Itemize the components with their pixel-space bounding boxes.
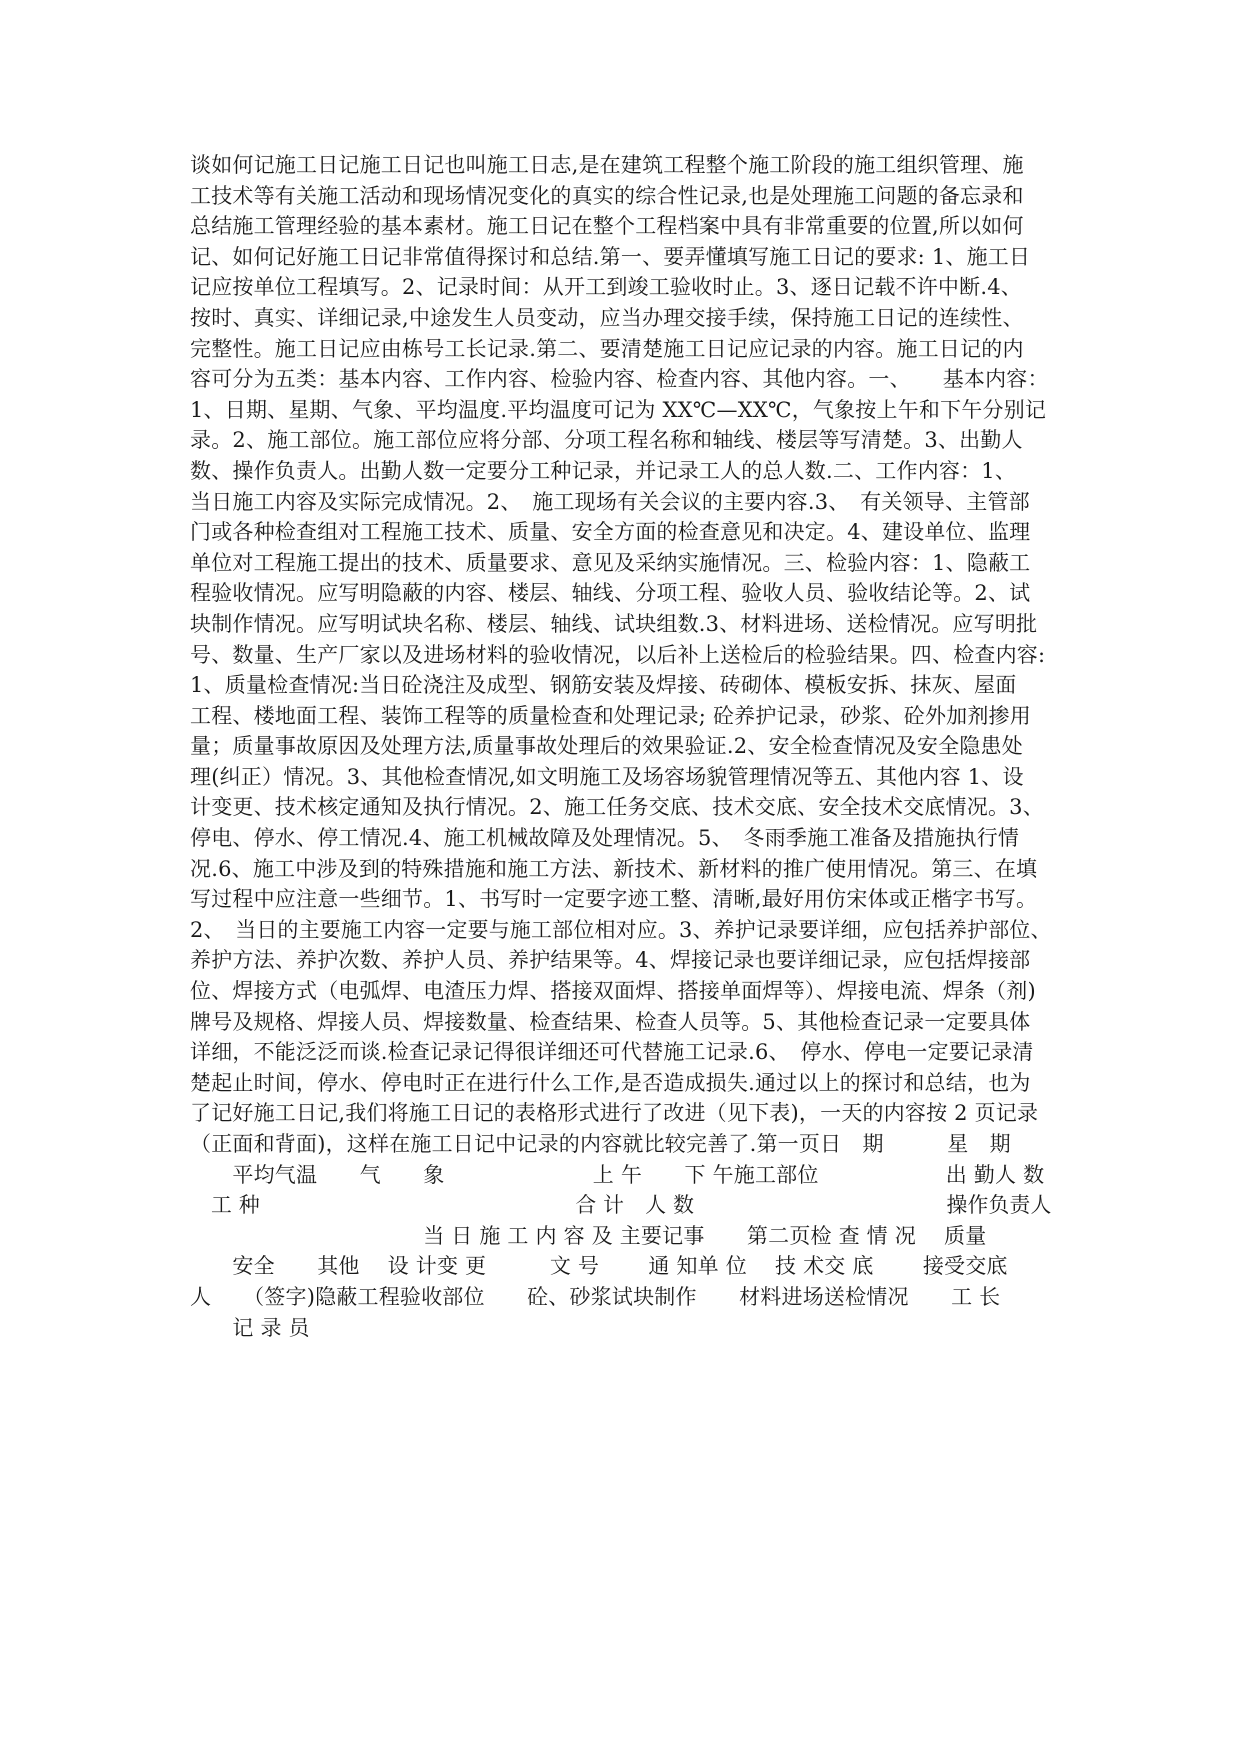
text-line: 停电、停水、停工情况.4、施工机械故障及处理情况。5、 冬雨季施工准备及措施执行情 [190, 826, 1020, 851]
text-line: 况.6、施工中涉及到的特殊措施和施工方法、新技术、新材料的推广使用情况。第三、在填 [190, 856, 1038, 881]
text-line: 位、焊接方式（电弧焊、电渣压力焊、搭接双面焊、搭接单面焊等）、焊接电流、焊条（剂) [190, 979, 1036, 1004]
text-line: 工技术等有关施工活动和现场情况变化的真实的综合性记录,也是处理施工问题的备忘录和 [190, 183, 1024, 208]
text-line: 楚起止时间，停水、停电时正在进行什么工作,是否造成损失.通过以上的探讨和总结，也为 [190, 1070, 1031, 1095]
text-line: 写过程中应注意一些细节。1、书写时一定要字迹工整、清晰,最好用仿宋体或正楷字书写。 [190, 887, 1038, 912]
text-line: 量；质量事故原因及处理方法,质量事故处理后的效果验证.2、安全检查情况及安全隐患处 [190, 734, 1023, 759]
text-line: 工 种 合 计 人 数 操作负责人 [190, 1193, 1052, 1218]
text-line: 了记好施工日记,我们将施工日记的表格形式进行了改进（见下表)，一天的内容按 2 页记录 [190, 1101, 1039, 1126]
text-line: 1、日期、星期、气象、平均温度.平均温度可记为 XX℃—XX℃，气象按上午和下午分别记 [190, 397, 1047, 422]
text-line: 安全 其他 设 计变 更 文 号 通 知单 位 技 术交 底 接受交底 [190, 1254, 1008, 1279]
text-line: 记 录 员 [190, 1315, 310, 1340]
text-line: 牌号及规格、焊接人员、焊接数量、检查结果、检查人员等。5、其他检查记录一定要具体 [190, 1009, 1031, 1034]
text-line: 单位对工程施工提出的技术、质量要求、意见及采纳实施情况。三、检验内容：1、隐蔽工 [190, 550, 1031, 575]
text-line: 当日施工内容及实际完成情况。2、 施工现场有关会议的主要内容.3、 有关领导、主管部 [190, 489, 1030, 514]
document-body-text [190, 150, 1052, 1343]
text-line: 计变更、技术核定通知及执行情况。2、施工任务交底、技术交底、安全技术交底情况。3、 [190, 795, 1044, 820]
text-line: 容可分为五类：基本内容、工作内容、检验内容、检查内容、其他内容。一、 基本内容： [190, 367, 1049, 392]
text-line: 详细，不能泛泛而谈.检查记录记得很详细还可代替施工记录.6、 停水、停电一定要记录清 [190, 1040, 1034, 1065]
text-line: 数、操作负责人。出勤人数一定要分工种记录，并记录工人的总人数.二、工作内容：1、 [190, 458, 1017, 483]
text-line: 号、数量、生产厂家以及进场材料的验收情况，以后补上送检后的检验结果。四、检查内容: [190, 642, 1046, 667]
text-line: 养护方法、养护次数、养护人员、养护结果等。4、焊接记录也要详细记录，应包括焊接部 [190, 948, 1031, 973]
text-line: 2、 当日的主要施工内容一定要与施工部位相对应。3、养护记录要详细，应包括养护部位、 [190, 917, 1052, 942]
text-line: 记、如何记好施工日记非常值得探讨和总结.第一、要弄懂填写施工日记的要求: 1、施工日 [190, 244, 1031, 269]
text-line: 程验收情况。应写明隐蔽的内容、楼层、轴线、分项工程、验收人员、验收结论等。2、试 [190, 581, 1031, 606]
text-line: 按时、真实、详细记录,中途发生人员变动，应当办理交接手续，保持施工日记的连续性、 [190, 305, 1024, 330]
text-line: 理(纠正）情况。3、其他检查情况,如文明施工及场容场貌管理情况等五、其他内容 1、设 [190, 764, 1024, 789]
text-line: 当 日 施 工 内 容 及 主要记事 第二页检 查 情 况 质量 [190, 1223, 987, 1248]
text-line: 平均气温 气 象 上 午 下 午施工部位 出 勤人 数 [190, 1162, 1045, 1187]
text-line: 记应按单位工程填写。2、记录时间：从开工到竣工验收时止。3、逐日记载不许中断.4、 [190, 275, 1022, 300]
text-line: （正面和背面)，这样在施工日记中记录的内容就比较完善了.第一页日 期 星 期 [190, 1132, 1011, 1156]
text-line: 1、质量检查情况:当日砼浇注及成型、钢筋安装及焊接、砖砌体、模板安拆、抹灰、屋面 [190, 673, 1017, 698]
text-line: 人 （签字)隐蔽工程验收部位 砼、砂浆试块制作 材料进场送检情况 工 长 [190, 1284, 1001, 1309]
text-line: 录。2、施工部位。施工部位应将分部、分项工程名称和轴线、楼层等写清楚。3、出勤人 [190, 428, 1023, 453]
text-line: 门或各种检查组对工程施工技术、质量、安全方面的检查意见和决定。4、建设单位、监理 [190, 520, 1031, 545]
text-line: 完整性。施工日记应由栋号工长记录.第二、要清楚施工日记应记录的内容。施工日记的内 [190, 336, 1024, 361]
text-line: 总结施工管理经验的基本素材。施工日记在整个工程档案中具有非常重要的位置,所以如何 [190, 214, 1024, 239]
text-line: 工程、楼地面工程、装饰工程等的质量检查和处理记录; 砼养护记录，砂浆、砼外加剂掺用 [190, 703, 1031, 728]
text-line: 块制作情况。应写明试块名称、楼层、轴线、试块组数.3、材料进场、送检情况。应写明批 [190, 611, 1038, 636]
text-line: 谈如何记施工日记施工日记也叫施工日志,是在建筑工程整个施工阶段的施工组织管理、施 [190, 153, 1024, 177]
